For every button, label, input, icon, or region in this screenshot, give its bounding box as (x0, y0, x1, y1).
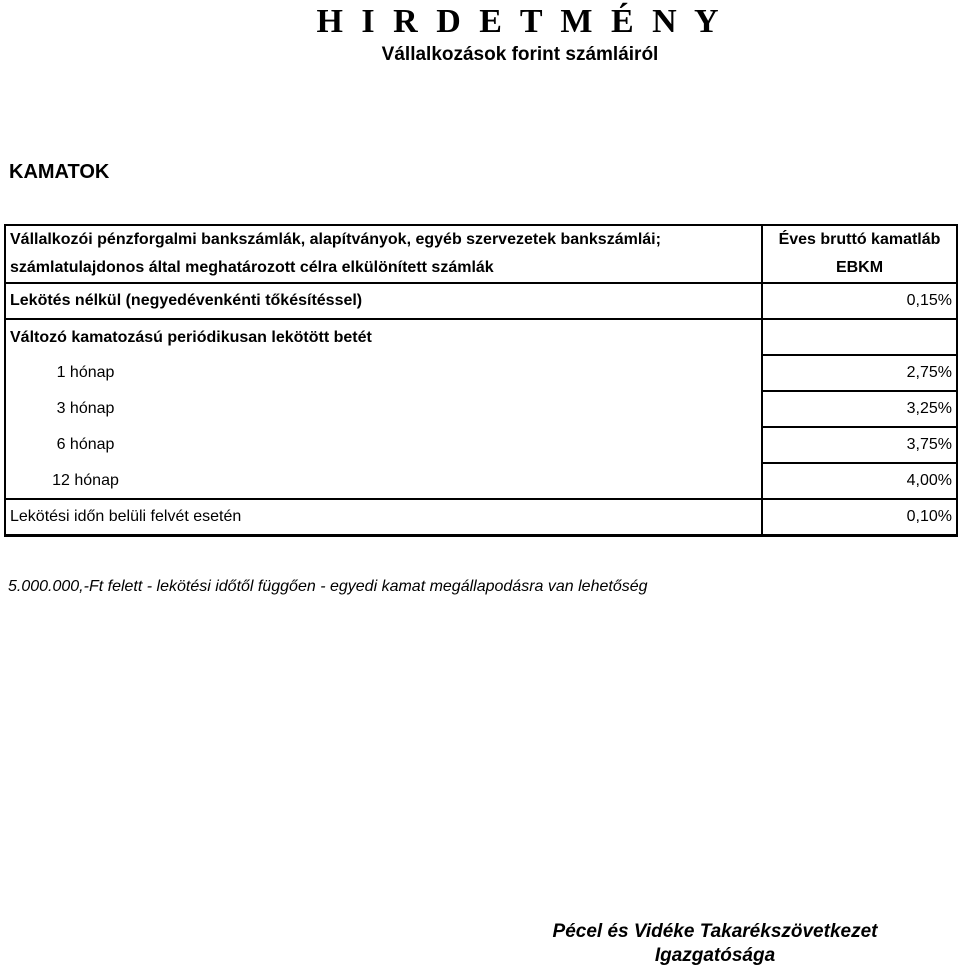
row-label: 1 hónap (56, 364, 115, 381)
section-title: KAMATOK (9, 161, 110, 183)
table-header-row (5, 225, 957, 254)
table-header-row (5, 254, 957, 283)
page-subtitle: Vállalkozások forint számláiról (381, 44, 659, 65)
page-title: H I R D E T M É N Y (316, 3, 724, 40)
row-value: 3,75% (762, 427, 957, 463)
table-row (5, 499, 957, 536)
table-row (5, 427, 957, 463)
row-value: 2,75% (762, 355, 957, 391)
row-value: 3,25% (762, 391, 957, 427)
signature-body: Igazgatósága (654, 945, 776, 966)
row-label-cell (5, 391, 762, 427)
signature-block (500, 920, 930, 968)
row-label: Változó kamatozású periódikusan lekötött betét (5, 319, 762, 355)
interest-rate-table (4, 224, 958, 537)
header-account-types-line2: számlatulajdonos által meghatározott célra elkülönített számlák (5, 254, 762, 283)
table-row (5, 319, 957, 355)
table-row (5, 463, 957, 499)
row-label: 12 hónap (52, 471, 119, 489)
header-ebkm-label: EBKM (762, 254, 957, 283)
row-label: Lekötés nélkül (negyedévenkénti tőkésítéssel) (5, 283, 762, 319)
row-label: 6 hónap (56, 436, 115, 453)
row-value: 4,00% (762, 463, 957, 499)
row-value: 0,15% (762, 283, 957, 319)
table-row (5, 283, 957, 319)
row-value (762, 319, 957, 355)
row-label: Lekötési időn belüli felvét esetén (5, 499, 762, 536)
table-row (5, 355, 957, 391)
row-value: 0,10% (762, 499, 957, 536)
signature-organization: Pécel és Vidéke Takarékszövetkezet (552, 921, 878, 942)
header-rate-label: Éves bruttó kamatláb (762, 225, 957, 254)
row-label-cell (5, 355, 762, 391)
row-label: 3 hónap (56, 400, 115, 417)
header-account-types-line1: Vállalkozói pénzforgalmi bankszámlák, alapítványok, egyéb szervezetek bankszámlái; (5, 225, 762, 254)
footnote: 5.000.000,-Ft felett - lekötési időtől függően - egyedi kamat megállapodásra van lehetőség (8, 578, 648, 595)
row-label-cell (5, 463, 762, 499)
row-label-cell (5, 427, 762, 463)
table-row (5, 391, 957, 427)
